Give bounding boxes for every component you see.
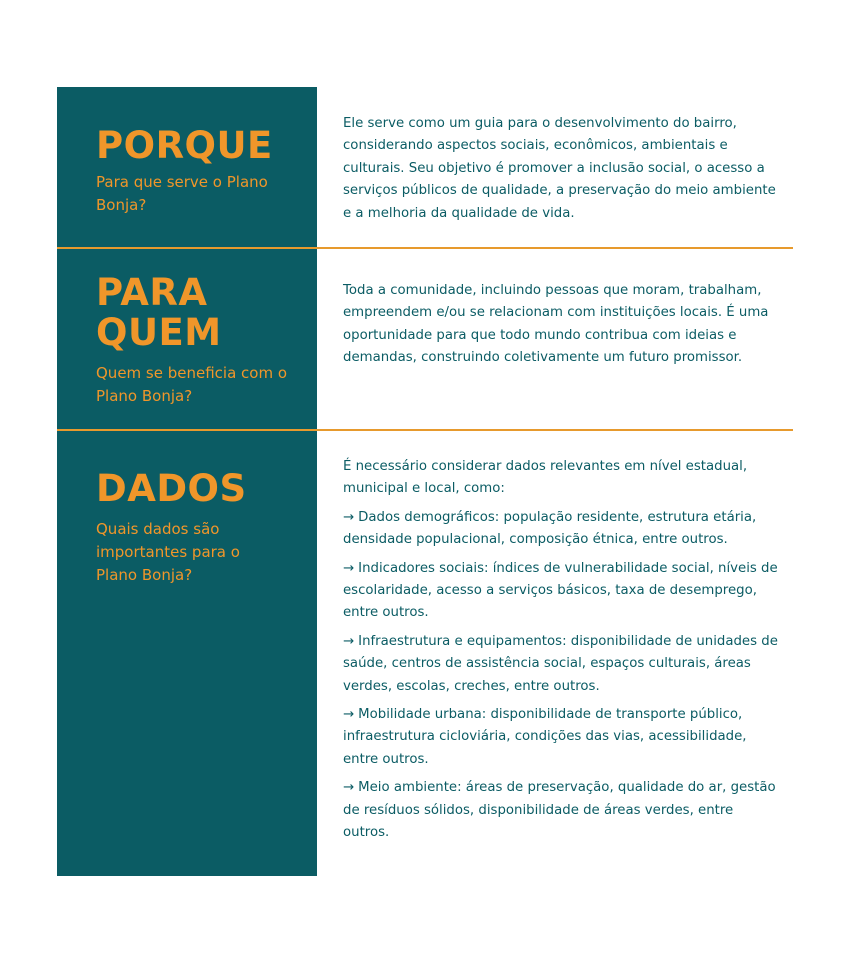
list-item: [343, 777, 779, 844]
list-item-text: Dados demográficos: população residente, estrutura etária, densidade populacional, composição étnica, entre outros.: [343, 509, 757, 548]
body-dados: [343, 456, 779, 851]
list-item-text: Infraestrutura e equipamentos: disponibilidade de unidades de saúde, centros de assistência social, espaços culturais, áreas verdes, escolas, creches, entre outros.: [343, 633, 778, 694]
section-divider-2: [57, 429, 793, 431]
heading-porque: PORQUE: [96, 124, 273, 167]
list-item-text: Meio ambiente: áreas de preservação, qualidade do ar, gestão de resíduos sólidos, disponibilidade de áreas verdes, entre outros.: [343, 780, 776, 841]
question-porque: Para que serve o Plano Bonja?: [96, 173, 268, 214]
arrow-icon: →: [343, 633, 355, 649]
heading-para-quem: PARA QUEM: [96, 271, 222, 354]
list-item: [343, 507, 779, 552]
arrow-icon: →: [343, 560, 355, 576]
list-item: [343, 631, 779, 698]
body-para-quem-text: Toda a comunidade, incluindo pessoas que moram, trabalham, empreendem e/ou se relacionam com instituições locais. É uma oportunidade para que todo mundo contribua com ideias e demandas, construindo coletivamente um futuro promissor.: [343, 283, 769, 366]
body-porque-text: Ele serve como um guia para o desenvolvimento do bairro, considerando aspectos sociais, econômicos, ambientais e culturais. Seu objetivo é promover a inclusão social, o acesso a serviços públicos de qualidade, a preservação do meio ambiente e a melhoria da qualidade de vida.: [343, 116, 776, 221]
question-para-quem: Quem se beneficia com o Plano Bonja?: [96, 364, 288, 405]
list-item: [343, 558, 779, 625]
question-dados: Quais dados são importantes para o Plano Bonja?: [96, 520, 240, 584]
body-porque: [343, 113, 779, 231]
list-item-text: Mobilidade urbana: disponibilidade de transporte público, infraestrutura cicloviária, condições das vias, acessibilidade, entre outros.: [343, 707, 747, 767]
list-item: [343, 704, 779, 771]
arrow-icon: →: [343, 780, 355, 796]
arrow-icon: →: [343, 707, 355, 723]
body-para-quem: [343, 280, 779, 376]
heading-dados: DADOS: [96, 467, 247, 510]
arrow-icon: →: [343, 509, 355, 525]
section-divider-1: [57, 247, 793, 249]
body-dados-intro: É necessário considerar dados relevantes em nível estadual, municipal e local, como:: [343, 459, 748, 497]
list-item-text: Indicadores sociais: índices de vulnerabilidade social, níveis de escolaridade, acesso a serviços básicos, taxa de desemprego, entre outros.: [343, 560, 778, 621]
